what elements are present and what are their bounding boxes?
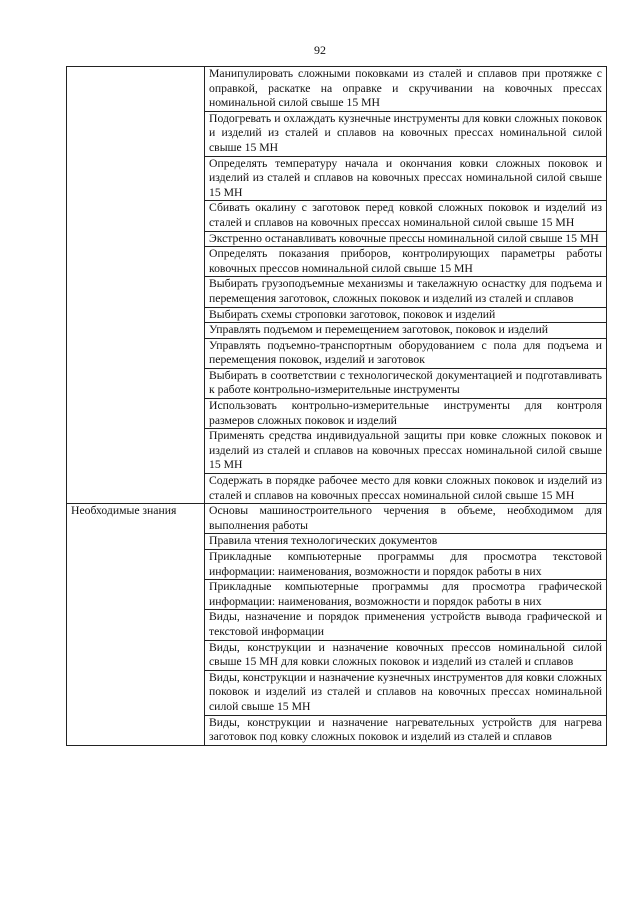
knowledge-item: Правила чтения технологических документов xyxy=(205,534,607,550)
skill-item: Определять показания приборов, контролирующих параметры работы ковочных прессов номинальной силой свыше 15 МН xyxy=(205,247,607,277)
knowledge-item: Основы машиностроительного черчения в объеме, необходимом для выполнения работы xyxy=(205,504,607,534)
page-number: 92 xyxy=(314,43,326,57)
skill-item: Управлять подъемом и перемещением заготовок, поковок и изделий xyxy=(205,323,607,339)
knowledge-item: Виды, конструкции и назначение кузнечных инструментов для ковки сложных поковок и изделий из сталей и сплавов на ковочных прессах номинальной силой свыше 15 МН xyxy=(205,670,607,715)
skill-item: Использовать контрольно-измерительные инструменты для контроля размеров сложных поковок и изделий xyxy=(205,399,607,429)
skill-item: Определять температуру начала и окончания ковки сложных поковок и изделий из сталей и сплавов на ковочных прессах номинальной силой свыше 15 МН xyxy=(205,156,607,201)
requirements-table xyxy=(66,66,607,746)
knowledge-item: Виды, конструкции и назначение нагревательных устройств для нагрева заготовок под ковку сложных поковок и изделий из сталей и сплавов xyxy=(205,715,607,745)
skill-item: Применять средства индивидуальной защиты при ковке сложных поковок и изделий из сталей и сплавов на ковочных прессах номинальной силой свыше 15 МН xyxy=(205,429,607,474)
skill-item: Содержать в порядке рабочее место для ковки сложных поковок и изделий из сталей и сплавов на ковочных прессах номинальной силой свыше 15 МН xyxy=(205,474,607,504)
skill-item: Управлять подъемно-транспортным оборудованием с пола для подъема и перемещения поковок, изделий и заготовок xyxy=(205,338,607,368)
knowledge-item: Прикладные компьютерные программы для просмотра текстовой информации: наименования, возможности и порядок работы в них xyxy=(205,550,607,580)
skill-item: Подогревать и охлаждать кузнечные инструменты для ковки сложных поковок и изделий из сталей и сплавов на ковочных прессах номинальной силой свыше 15 МН xyxy=(205,111,607,156)
skill-item: Сбивать окалину с заготовок перед ковкой сложных поковок и изделий из сталей и сплавов на ковочных прессах номинальной силой свыше 15 МН xyxy=(205,201,607,231)
requirements-table-body xyxy=(67,67,607,746)
knowledge-label-cell: Необходимые знания xyxy=(67,504,205,746)
knowledge-row xyxy=(67,504,607,534)
skills-row xyxy=(67,67,607,112)
skill-item: Выбирать схемы строповки заготовок, поковок и изделий xyxy=(205,307,607,323)
knowledge-item: Прикладные компьютерные программы для просмотра графической информации: наименования, возможности и порядок работы в них xyxy=(205,580,607,610)
skill-item: Выбирать грузоподъемные механизмы и такелажную оснастку для подъема и перемещения заготовок, сложных поковок и изделий из сталей и сплавов xyxy=(205,277,607,307)
skill-item: Манипулировать сложными поковками из сталей и сплавов при протяжке с оправкой, раскатке на оправке и скручивании на ковочных прессах номинальной силой свыше 15 МН xyxy=(205,67,607,112)
skill-item: Экстренно останавливать ковочные прессы номинальной силой свыше 15 МН xyxy=(205,231,607,247)
knowledge-item: Виды, конструкции и назначение ковочных прессов номинальной силой свыше 15 МН для ковки сложных поковок и изделий из сталей и сплавов xyxy=(205,640,607,670)
knowledge-item: Виды, назначение и порядок применения устройств вывода графической и текстовой информации xyxy=(205,610,607,640)
skills-label-cell xyxy=(67,67,205,504)
skill-item: Выбирать в соответствии с технологической документацией и подготавливать к работе контрольно-измерительные инструменты xyxy=(205,368,607,398)
